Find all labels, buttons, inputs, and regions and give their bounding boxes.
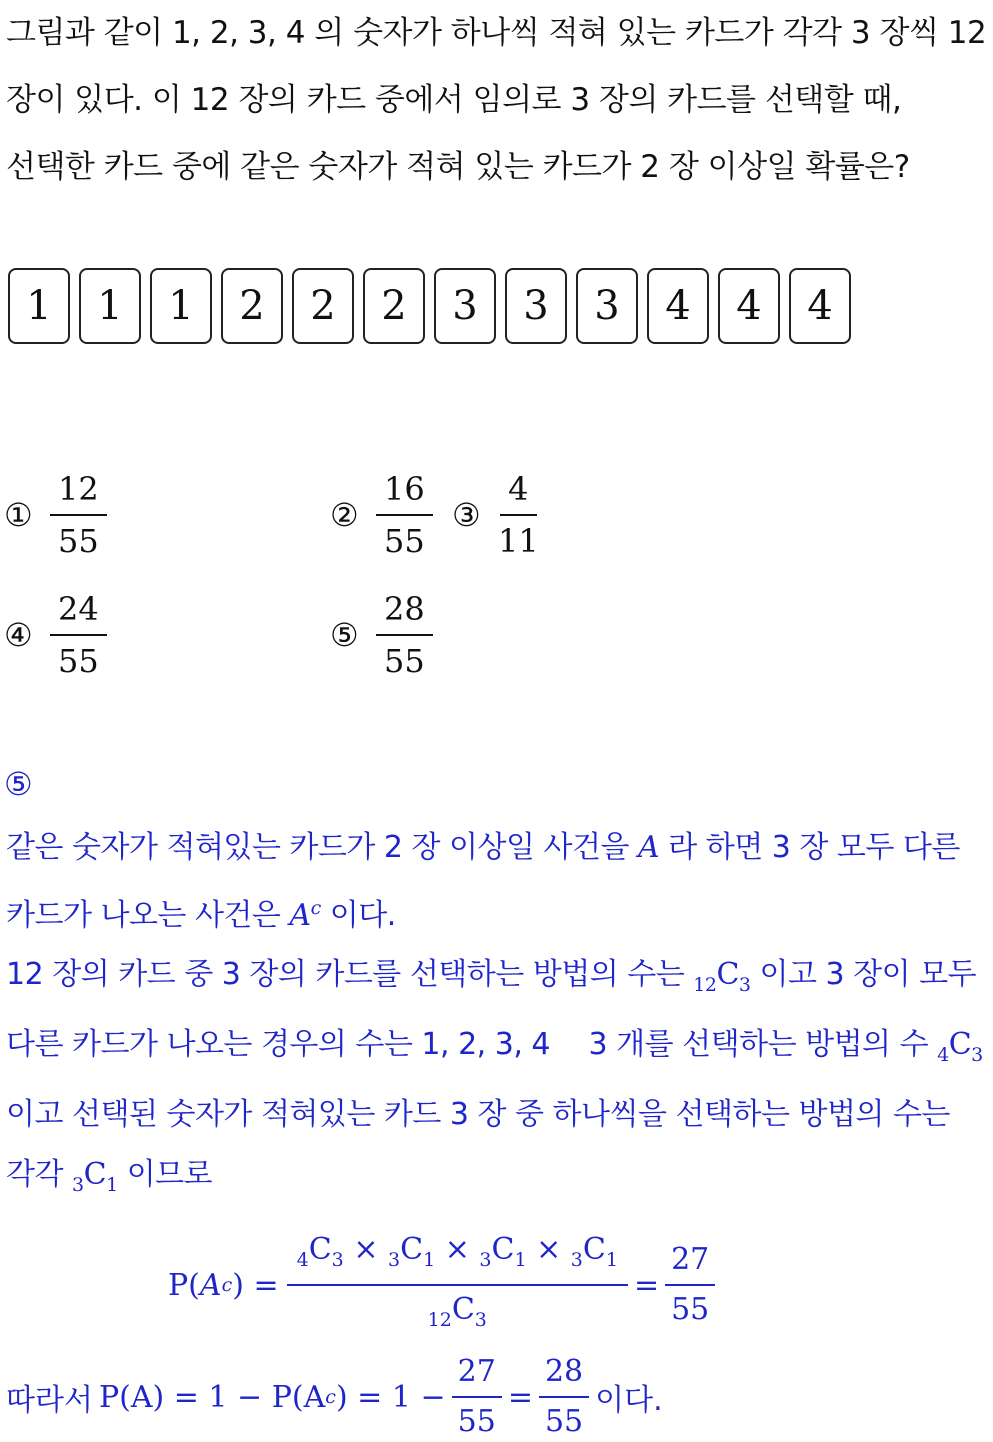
- combination-k: 1: [605, 1249, 618, 1271]
- problem-text: 그림과 같이 1, 2, 3, 4 의 숫자가 하나씩 적혀 있는 카드가 각각 3 장씩 12 장이 있다. 이 12 장의 카드 중에서 임의로 3 장의 카드를 선택할 때, 선택한 카드 중에 같은 숫자가 적혀 있는 카드가 2 장 이상일 확률은?: [6, 15, 987, 185]
- denominator: 55: [457, 1404, 496, 1439]
- combination-c: C: [451, 1292, 475, 1327]
- choice-fraction: [498, 470, 539, 560]
- choice-fraction: [50, 470, 107, 560]
- solution-text: 같은 숫자가 적혀있는 카드가 2 장 이상일 사건을: [6, 830, 638, 865]
- number-card: 4: [789, 268, 851, 344]
- combination-k: 1: [106, 1174, 118, 1196]
- combination-c: C: [582, 1232, 606, 1267]
- combination-fraction: [287, 1230, 628, 1340]
- number-card: 4: [718, 268, 780, 344]
- choice-mark: ⑤: [330, 616, 359, 654]
- complement-superscript: c: [221, 1274, 233, 1296]
- choice-fraction: [50, 590, 107, 680]
- numerator: 28: [376, 590, 433, 636]
- combination-c: C: [948, 1027, 972, 1062]
- solution-paragraph-1: [6, 818, 992, 946]
- numerator: 12: [50, 470, 107, 516]
- solution-text: 이므로: [117, 1157, 213, 1192]
- number-card: 3: [576, 268, 638, 344]
- combination-c: C: [716, 957, 739, 992]
- number-card: 2: [292, 268, 354, 344]
- event-a-complement: A: [289, 898, 311, 933]
- choice-fraction: [376, 590, 433, 680]
- number-card: 2: [221, 268, 283, 344]
- choice-mark: ③: [452, 496, 481, 534]
- times-sign: ×: [536, 1232, 562, 1267]
- solution-paragraph-2: [6, 945, 992, 1215]
- combination-n: 3: [479, 1249, 492, 1271]
- numerator: 16: [376, 470, 433, 516]
- choice-5[interactable]: [330, 590, 433, 680]
- event-a: A: [638, 830, 660, 865]
- denominator: 55: [544, 1404, 584, 1439]
- denominator: 55: [671, 1292, 710, 1327]
- final-expression: ) = 1 −: [335, 1379, 446, 1415]
- fraction-28-55: [539, 1352, 589, 1442]
- combination-c: C: [491, 1232, 515, 1267]
- times-sign: ×: [444, 1232, 470, 1267]
- number-card: 1: [79, 268, 141, 344]
- combination-c: C: [83, 1157, 107, 1192]
- solution-text: 이고 3 장이 모두 다른 카드가 나오는 경우의 수는 1, 2, 3, 4 3 개를 선택하는 방법의 수: [6, 957, 977, 1062]
- number-card: 2: [363, 268, 425, 344]
- denominator: 11: [498, 522, 539, 560]
- combination-n: 3: [72, 1174, 84, 1196]
- choice-2[interactable]: [330, 470, 433, 560]
- combination-n: 4: [937, 1044, 949, 1066]
- denominator: 55: [384, 522, 425, 560]
- combination-k: 3: [474, 1309, 487, 1331]
- choice-4[interactable]: [4, 590, 107, 680]
- choice-1[interactable]: [4, 470, 107, 560]
- final-expression: P(A) = 1 − P(A: [98, 1379, 326, 1415]
- combination-n: 4: [296, 1249, 309, 1271]
- final-statement: [6, 1352, 663, 1442]
- numerator: 27: [665, 1240, 715, 1286]
- combination-n: 3: [388, 1249, 401, 1271]
- combination-n: 12: [427, 1309, 452, 1331]
- card-row: [8, 268, 868, 348]
- denominator: 55: [384, 642, 425, 680]
- complement-superscript: c: [325, 1386, 336, 1408]
- combination-product: [287, 1230, 628, 1286]
- numerator: 4: [500, 470, 536, 516]
- choice-fraction: [376, 470, 433, 560]
- equals-sign: =: [633, 1267, 660, 1303]
- solution-text: 12 장의 카드 중 3 장의 카드를 선택하는 방법의 수는: [6, 957, 694, 992]
- times-sign: ×: [353, 1232, 379, 1267]
- eq-rp: ) =: [232, 1267, 279, 1303]
- denominator: 55: [58, 522, 99, 560]
- numerator: 24: [50, 590, 107, 636]
- solution-text: 이다.: [320, 898, 396, 933]
- choice-mark: ④: [4, 616, 33, 654]
- result-fraction: [665, 1240, 715, 1330]
- solution-text: 따라서: [6, 1383, 93, 1418]
- number-card: 4: [647, 268, 709, 344]
- answer-mark: ⑤: [4, 765, 33, 803]
- denominator: 55: [58, 642, 99, 680]
- complement-equation: [168, 1230, 715, 1340]
- event-a-complement: A: [199, 1267, 222, 1303]
- combination-n: 12: [693, 974, 717, 996]
- solution-text: 이고 선택된 숫자가 적혀있는 카드 3 장 중 하나씩을 선택하는 방법의 수는 각각: [6, 1097, 950, 1192]
- number-card: 1: [8, 268, 70, 344]
- equals-sign: =: [507, 1379, 533, 1415]
- combination-n: 3: [570, 1249, 583, 1271]
- solution-text: 라 하면 3 장 모두 다른 카드가 나오는 사건은: [6, 830, 960, 933]
- number-card: 1: [150, 268, 212, 344]
- complement-superscript: c: [310, 897, 321, 919]
- choice-3[interactable]: [452, 470, 539, 560]
- combination-c: C: [400, 1232, 424, 1267]
- eq-lhs: P(: [168, 1267, 200, 1303]
- combination-k: 1: [423, 1249, 436, 1271]
- combination-c: C: [308, 1232, 332, 1267]
- combination-k: 3: [738, 974, 751, 996]
- number-card: 3: [434, 268, 496, 344]
- fraction-27-55: [452, 1352, 502, 1442]
- combination-total: [428, 1286, 487, 1340]
- number-card: 3: [505, 268, 567, 344]
- combination-k: 3: [971, 1044, 983, 1066]
- choice-mark: ②: [330, 496, 359, 534]
- choice-mark: ①: [4, 496, 33, 534]
- combination-k: 1: [514, 1249, 527, 1271]
- solution-text: 이다.: [595, 1383, 663, 1418]
- numerator: 28: [539, 1352, 589, 1398]
- combination-k: 3: [331, 1249, 344, 1271]
- numerator: 27: [452, 1352, 502, 1398]
